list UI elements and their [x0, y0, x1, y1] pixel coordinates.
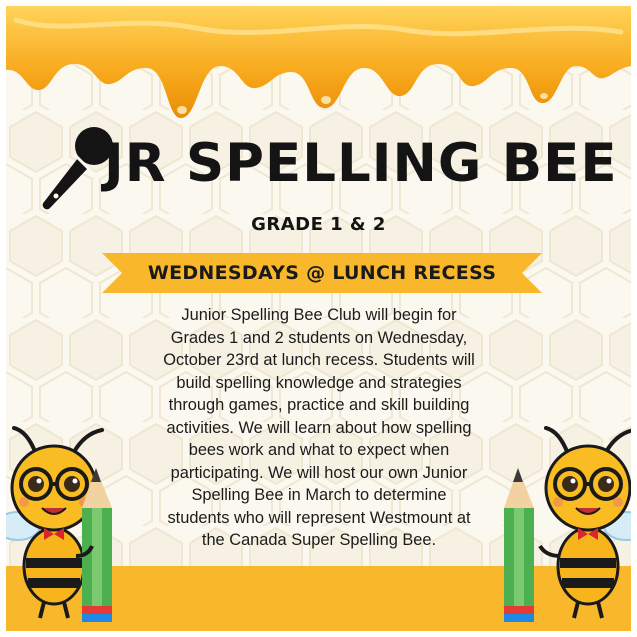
description-line: Grades 1 and 2 students on Wednesday, [170, 328, 468, 347]
description-line: build spelling knowledge and strategies [176, 373, 462, 392]
description-line: students who will represent Westmount at [167, 508, 471, 527]
description-line: participating. We will host our own Junior [170, 463, 468, 482]
bee-mascot-right-illustration [496, 416, 631, 626]
description-text [144, 304, 494, 552]
description-line: through games, practice and skill building [168, 396, 470, 414]
grade-subtitle: GRADE 1 & 2 [251, 214, 386, 235]
description-line: the Canada Super Spelling Bee. [201, 531, 437, 549]
description-line: Junior Spelling Bee Club will begin for [181, 306, 457, 324]
dripping-honey-decoration [6, 6, 631, 136]
page-title: JR SPELLING BEE [104, 133, 618, 194]
pencil-illustration [504, 468, 534, 622]
title-row [34, 124, 618, 202]
description-line: October 23rd at lunch recess. Students will [163, 351, 475, 369]
bee-mascot-left-illustration [6, 416, 146, 626]
description-line: bees work and what to expect when [188, 441, 450, 459]
description-line: activities. We will learn about how spelling [166, 418, 472, 437]
banner-text: WEDNESDAYS @ LUNCH RECESS [147, 262, 497, 284]
description-line: Spelling Bee in March to determine [191, 486, 447, 504]
spelling-bee-poster [6, 6, 631, 631]
